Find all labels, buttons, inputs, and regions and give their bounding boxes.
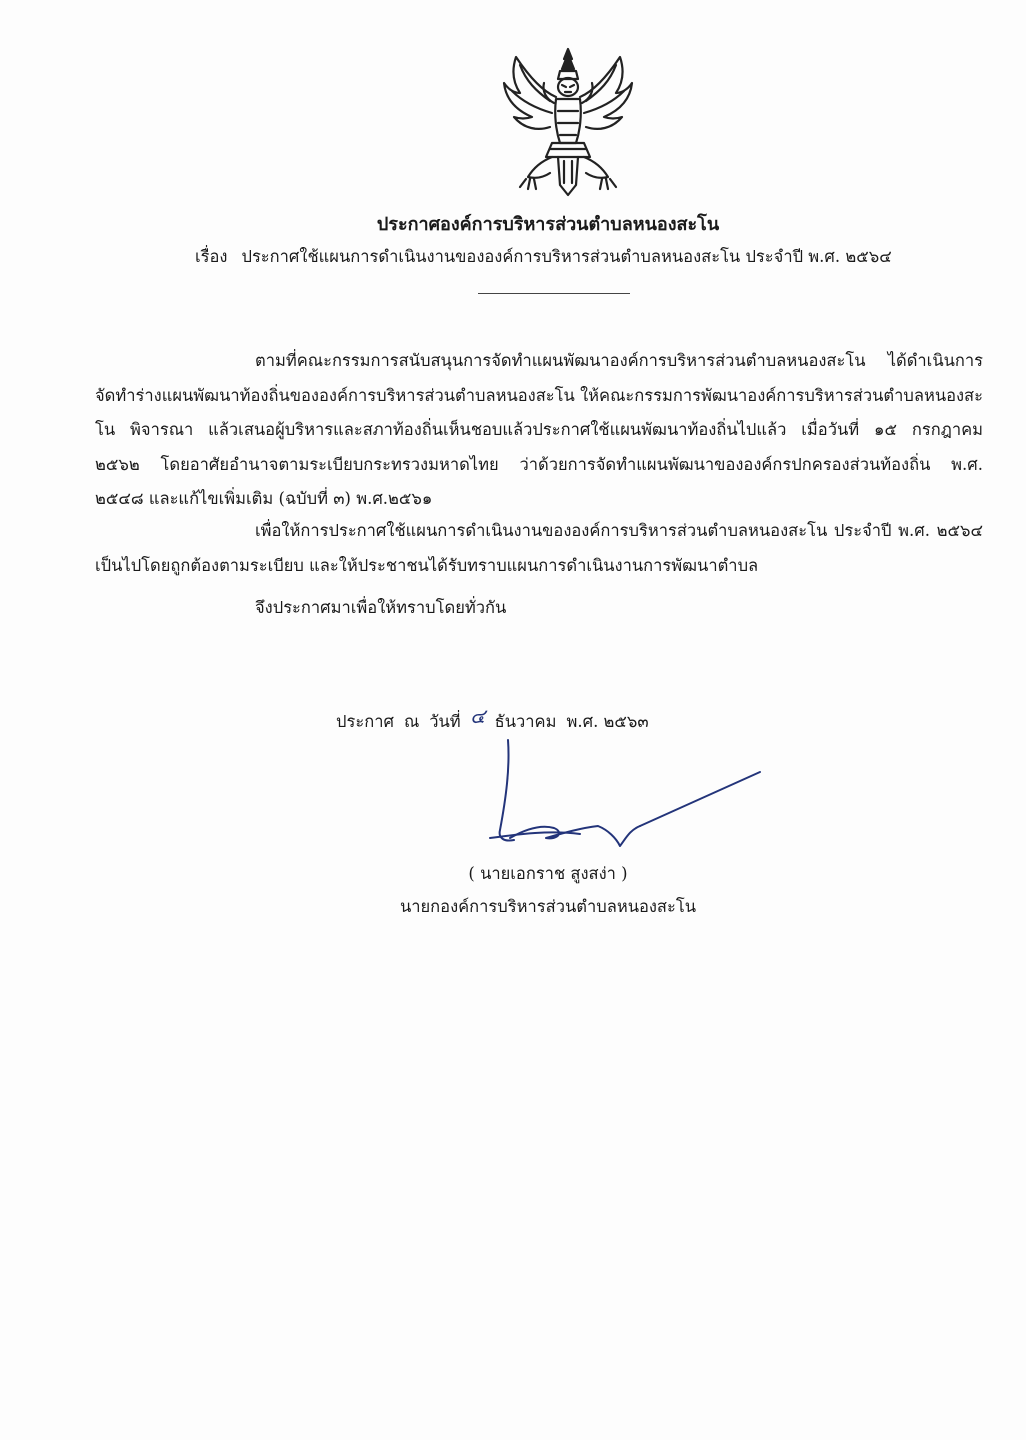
closing-statement: จึงประกาศมาเพื่อให้ทราบโดยทั่วกัน (255, 598, 507, 617)
garuda-emblem-icon (498, 45, 638, 200)
signer-position: นายกองค์การบริหารส่วนตำบลหนองสะโน (399, 897, 697, 916)
signature-icon (480, 738, 770, 850)
handwritten-day: ๔ (470, 704, 486, 728)
dateline-prefix: ประกาศ (336, 712, 394, 731)
dateline-month: ธันวาคม (494, 712, 557, 731)
announcement-title: ประกาศองค์การบริหารส่วนตำบลหนองสะโน (376, 214, 720, 235)
dateline-at: ณ (403, 712, 420, 731)
title-divider (478, 293, 630, 294)
subject-label: เรื่อง (195, 247, 228, 266)
signer-name: ( นายเอกราช สูงสง่า ) (468, 864, 628, 883)
dateline-year: พ.ศ. ๒๕๖๓ (566, 712, 649, 731)
dateline (336, 706, 649, 736)
subject-text: ประกาศใช้แผนการดำเนินงานขององค์การบริหารส่วนตำบลหนองสะโน ประจำปี พ.ศ. ๒๕๖๔ (241, 247, 892, 266)
paragraph-purpose: เพื่อให้การประกาศใช้แผนการดำเนินงานขององค์การบริหารส่วนตำบลหนองสะโน ประจำปี พ.ศ. ๒๕๖๔ เป็นไปโดยถูกต้องตามระเบียบ และให้ประชาชนได้รับทราบแผนการดำเนินงานการพัฒนาตำบล (95, 521, 983, 575)
dateline-day-label: วันที่ (429, 712, 461, 731)
paragraph-background: ตามที่คณะกรรมการสนับสนุนการจัดทำแผนพัฒนาองค์การบริหารส่วนตำบลหนองสะโน ได้ดำเนินการจัดทำร่างแผนพัฒนาท้องถิ่นขององค์การบริหารส่วนตำบลหนองสะโน ให้คณะกรรมการพัฒนาองค์การบริหารส่วนตำบลหนองสะโน พิจารณา แล้วเสนอผู้บริหารและสภาท้องถิ่นเห็นชอบแล้วประกาศใช้แผนพัฒนาท้องถิ่นไปแล้ว เมื่อวันที่ ๑๕ กรกฎาคม ๒๕๖๒ โดยอาศัยอำนาจตามระเบียบกระทรวงมหาดไทย ว่าด้วยการจัดทำแผนพัฒนาขององค์กรปกครองส่วนท้องถิ่น พ.ศ. ๒๕๔๘ และแก้ไขเพิ่มเติม (ฉบับที่ ๓) พ.ศ.๒๕๖๑ (95, 351, 983, 508)
subject-line (195, 244, 955, 270)
